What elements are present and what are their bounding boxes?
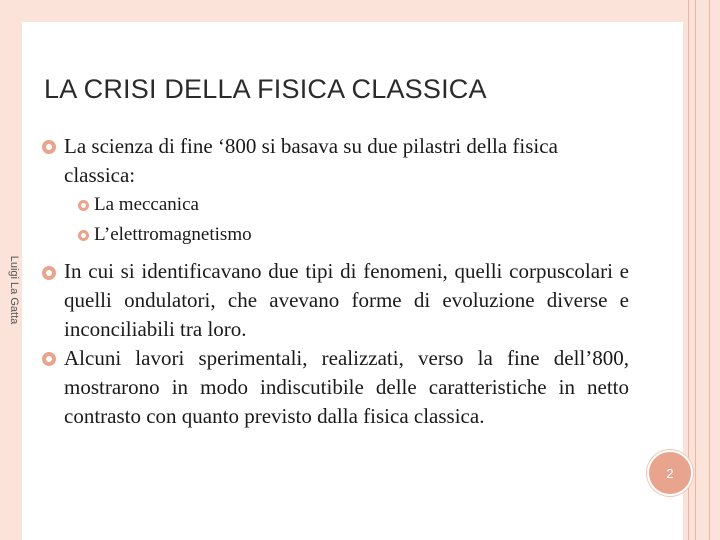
author-label: Luigi La Gatta	[8, 255, 20, 325]
bullet-icon	[42, 352, 56, 366]
page-number-badge: 2	[647, 450, 693, 496]
slide-frame-top	[0, 0, 720, 22]
bullet-text-2: In cui si identificavano due tipi di fenomeni, quelli corpuscolari e quelli ondulatori, che avevano forme di evoluzione diverse e inconciliabili tra loro.	[64, 259, 629, 341]
frame-line	[709, 0, 710, 540]
slide-title: LA CRISI DELLA FISICA CLASSICA	[44, 74, 487, 104]
bullet-text-1: La scienza di fine ‘800 si basava su due pilastri della fisica classica:	[64, 134, 558, 187]
sub-item-meccanica: La meccanica	[94, 194, 199, 215]
bullet-text-3: Alcuni lavori sperimentali, realizzati, verso la fine dell’800, mostrarono in modo indiscutibile delle caratteristiche in netto contrasto con quanto previsto dalla fisica classica.	[64, 346, 629, 428]
frame-line	[695, 0, 696, 540]
sub-bullet-icon	[78, 230, 89, 241]
sub-bullet-icon	[78, 200, 89, 211]
bullet-icon	[42, 140, 56, 154]
sub-item-elettromagnetismo: L’elettromagnetismo	[94, 224, 252, 245]
bullet-icon	[42, 266, 56, 280]
